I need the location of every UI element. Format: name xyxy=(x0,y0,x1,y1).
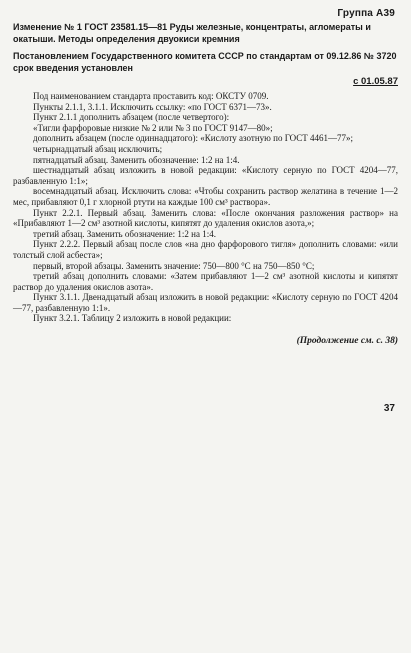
paragraph: Под наименованием стандарта проставить код: ОКСТУ 0709. xyxy=(33,91,269,101)
amendment-title: Изменение № 1 ГОСТ 23581.15—81 Руды железные, концентраты, агломераты и окатыши. Методы определения двуокиси кремния xyxy=(13,22,371,44)
amendment-body xyxy=(13,91,398,324)
group-code: Группа А39 xyxy=(337,8,395,19)
paragraph: восемнадцатый абзац. Исключить слова: «Чтобы сохранить раствор желатина в течение 1—2 мес, прибавляют 0,1 г хлорной ртути на каждые 100 см³ раствора». xyxy=(13,186,398,207)
page-number: 37 xyxy=(383,403,395,414)
paragraph: Пункт 2.1.1 дополнить абзацем (после четвертого): xyxy=(33,112,230,123)
paragraph: третий абзац дополнить словами: «Затем прибавляют 1—2 см³ азотной кислоты и кипятят раствор до удаления окислов азота». xyxy=(13,271,398,292)
continuation-note: (Продолжение см. с. 38) xyxy=(296,336,398,346)
paragraph: Пункт 3.2.1. Таблицу 2 изложить в новой редакции: xyxy=(33,313,232,324)
paragraph: четырнадцатый абзац исключить; xyxy=(33,143,163,154)
paragraph: дополнить абзацем (после одиннадцатого): «Кислоту азотную по ГОСТ 4461—77»; xyxy=(33,133,354,144)
paragraph: «Тигли фарфоровые низкие № 2 или № 3 по ГОСТ 9147—80»; xyxy=(33,122,273,133)
paragraph: шестнадцатый абзац изложить в новой редакции: «Кислоту серную по ГОСТ 4204—77, разбавленную 1:1»; xyxy=(13,165,398,186)
approval-statement: Постановлением Государственного комитета СССР по стандартам от 09.12.86 № 3720 срок введения установлен xyxy=(13,51,397,73)
paragraph: Пункт 3.1.1. Двенадцатый абзац изложить в новой редакции: «Кислоту серную по ГОСТ 4204—77, разбавленную 1:1». xyxy=(13,292,398,313)
paragraph: Пункты 2.1.1, 3.1.1. Исключить ссылку: «по ГОСТ 6371—73». xyxy=(33,101,272,112)
paragraph: Пункт 2.2.1. Первый абзац. Заменить слова: «После окончания разложения раствор» на «Прибавляют 1—2 см³ азотной кислоты, кипятят до удаления окислов азота,»; xyxy=(13,207,398,229)
paragraph: третий абзац. Заменить обозначение: 1:2 на 1:4. xyxy=(33,228,216,239)
effective-date: с 01.05.87 xyxy=(353,76,398,87)
paragraph: первый, второй абзацы. Заменить значение: 750—800 °С на 750—850 °С; xyxy=(33,260,315,271)
paragraph: Пункт 2.2.2. Первый абзац после слов «на дно фарфорового тигля» дополнить словами: «или толстый слой асбеста»; xyxy=(13,239,398,260)
paragraph: пятнадцатый абзац. Заменить обозначение: 1:2 на 1:4. xyxy=(33,154,240,165)
